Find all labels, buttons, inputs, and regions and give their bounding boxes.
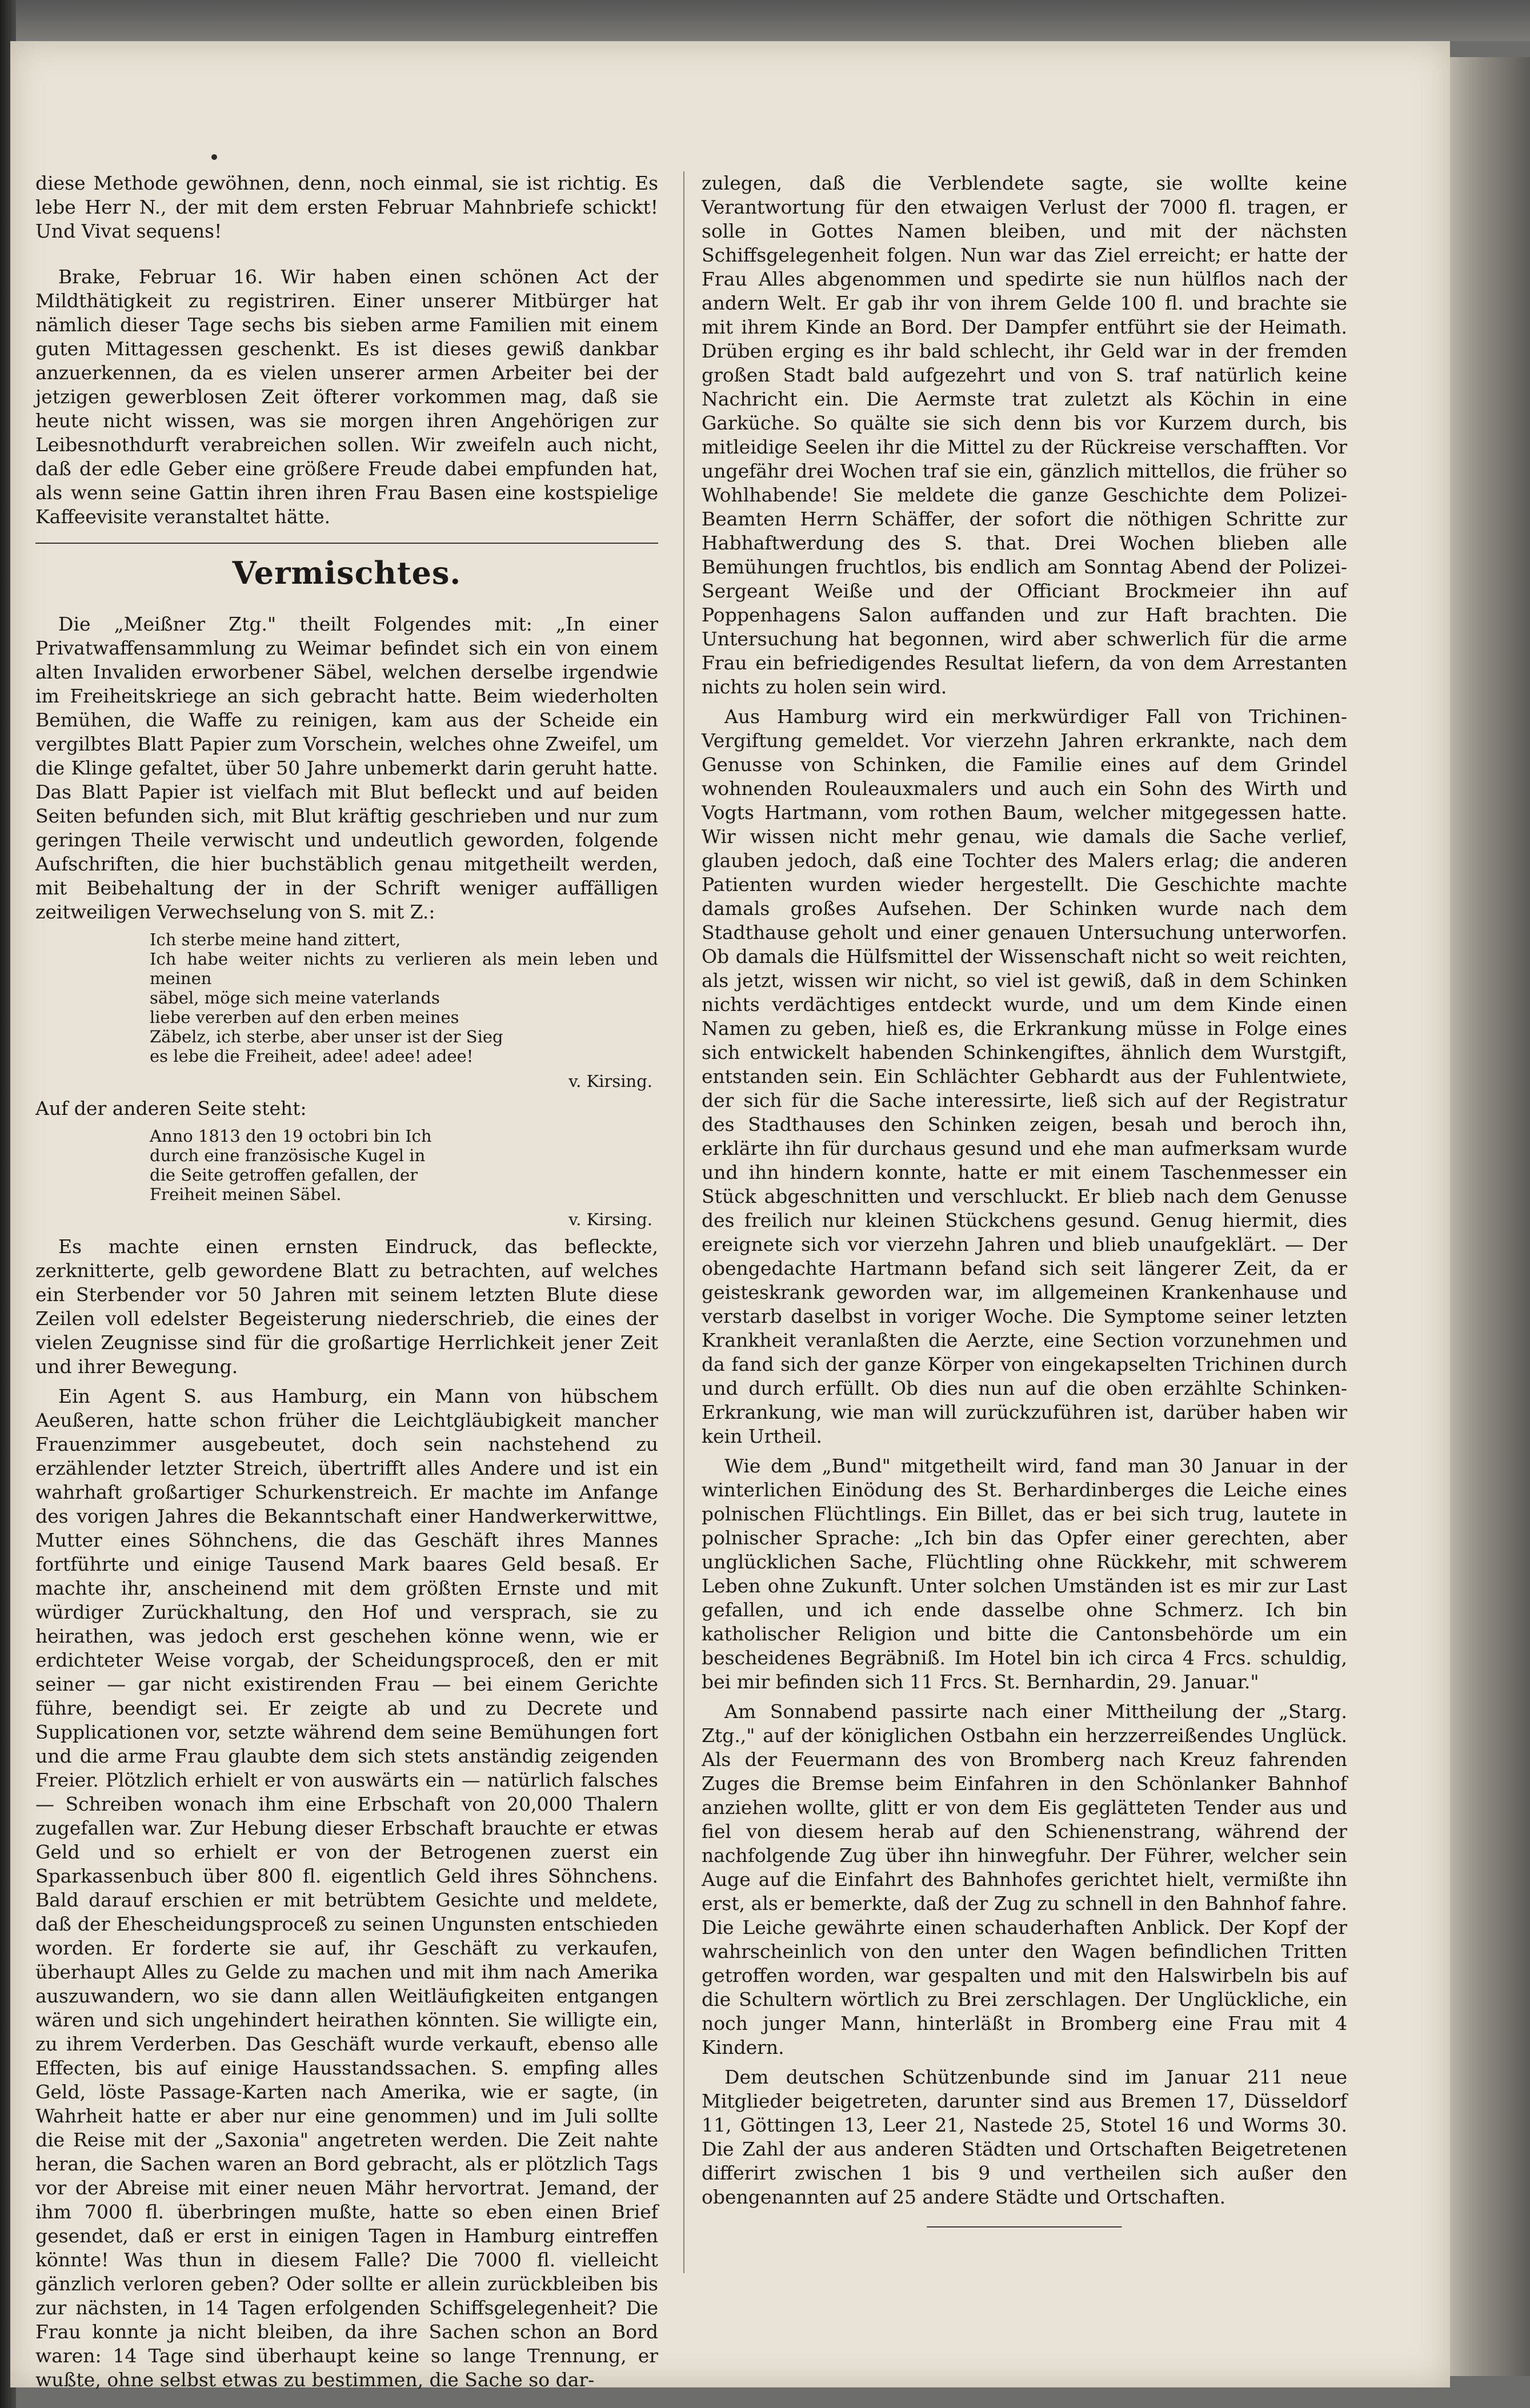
- poem-second-side: [150, 1126, 658, 1204]
- end-rule: [927, 2226, 1122, 2228]
- poem-line: liebe vererben auf den erben meines: [150, 1008, 459, 1027]
- schuetzen-paragraph: Dem deutschen Schützenbunde sind im Januar 211 neue Mitglieder beigetreten, darunter sind aus Bremen 17, Düsseldorf 11, Göttingen 13, Leer 21, Nastede 25, Stotel 16 und Worms 30. Die Zahl der aus anderen Städten und Ortschaften Beigetretenen differirt zwischen 1 bis 9 und vertheilen sich außer den obengenannten auf 25 andere Städte und Ortschaften.: [702, 2066, 1347, 2208]
- poem-line: durch eine französische Kugel in: [150, 1146, 426, 1165]
- poem-line: die Seite getroffen gefallen, der: [150, 1165, 418, 1185]
- poem-line: Ich habe weiter nichts zu verlieren als mein leben und meinen: [150, 949, 658, 988]
- poem-line: Ich sterbe meine hand zittert,: [150, 930, 401, 949]
- poem-line: Freiheit meinen Säbel.: [150, 1185, 342, 1204]
- scan-top-edge: [0, 0, 1530, 41]
- section-title: Vermischtes.: [232, 555, 462, 591]
- signature: v. Kirsing.: [568, 1071, 652, 1091]
- poem-line: Anno 1813 den 19 octobri bin Ich: [150, 1126, 432, 1146]
- poem-line: Zäbelz, ich sterbe, aber unser ist der Sieg: [150, 1027, 503, 1046]
- top-paragraph: diese Methode gewöhnen, denn, noch einmal, sie ist richtig. Es lebe Herr N., der mit dem ersten Februar Mahnbriefe schickt! Und Vivat sequens!: [35, 172, 658, 242]
- hamburg-paragraph: Aus Hamburg wird ein merkwürdiger Fall von Trichinen-Vergiftung gemeldet. Vor vierzehn Jahren erkrankte, nach dem Genusse von Schinken, die Familie eines auf dem Grindel wohnenden Rouleauxmalers und auch ein Sohn des Wirth und Vogts Hartmann, vom rothen Baum, welcher mitgegessen hatte. Wir wissen nicht mehr genau, wie damals die Sache verlief, glauben jedoch, daß eine Tochter des Malers erlag; die anderen Patienten wurden wieder hergestellt. Die Geschichte machte damals großes Aufsehen. Der Schinken wurde nach dem Stadthause geholt und einer genauen Untersuchung unterworfen. Ob damals die Hülfsmittel der Wissenschaft nicht so weit reichten, als jetzt, wissen wir nicht, so viel ist gewiß, daß in dem Schinken nichts verdächtiges entdeckt wurde, und um dem Kinde einen Namen zu geben, hieß es, die Erkrankung müsse in Folge eines sich entwickelt habenden Schinkengiftes, ähnlich dem Wurstgift, entstanden sein. Ein Schlächter Gebhardt aus der Fuhlentwiete, der sich für die Sache interessirte, ließ sich auf der Registratur des Stadthauses den Schinken zeigen, besah und beroch ihn, erklärte ihn für durchaus gesund und ehe man aufmerksam wurde und ihn hindern konnte, hatte er mit einem Taschenmesser ein Stück abgeschnitten und verschluckt. Er blieb nach dem Genusse des freilich nur kleinen Stückchens gesund. Genug hiermit, dies ereignete sich vor vierzehn Jahren und blieb unaufgeklärt. — Der obengedachte Hartmann befand sich seit längerer Zeit, da er geisteskrank geworden war, im allgemeinen Krankenhause und verstarb daselbst in voriger Woche. Die Symptome seiner letzten Krankheit veranlaßten die Aerzte, eine Section vorzunehmen und da fand sich der ganze Körper von eingekapselten Trichinen durch und durch erfüllt. Ob dies nun auf die oben erzählte Schinken-Erkrankung, wie man will zurückzuführen ist, darüber haben wir kein Urtheil.: [702, 705, 1347, 1447]
- right-column: [702, 171, 1347, 2245]
- left-column: [35, 171, 658, 2398]
- section-rule: [35, 543, 658, 544]
- signature: v. Kirsing.: [568, 1210, 652, 1229]
- continuation-paragraph: zulegen, daß die Verblendete sagte, sie wollte keine Verantwortung für den etwaigen Verlust der 7000 fl. tragen, er solle in Gottes Namen bleiben, und mit der nächsten Schiffsgelegenheit folgen. Nun war das Ziel erreicht; er hatte der Frau Alles abgenommen und spedirte sie nun hülflos nach der andern Welt. Er gab ihr von ihrem Gelde 100 fl. und brachte sie mit ihrem Kinde an Bord. Der Dampfer entführt sie der Heimath. Drüben erging es ihr bald schlecht, ihr Geld war in der fremden großen Stadt bald aufgezehrt und von S. traf natürlich keine Nachricht ein. Die Aermste trat zuletzt als Köchin in eine Garküche. So quälte sie sich denn bis vor Kurzem durch, bis mitleidige Seelen ihr die Mittel zu der Rückreise verschafften. Vor ungefähr drei Wochen traf sie ein, gänzlich mittellos, die früher so Wohlhabende! Sie meldete die ganze Geschichte dem Polizei-Beamten Herrn Schäffer, der sofort die nöthigen Schritte zur Habhaftwerdung des S. that. Drei Wochen blieben alle Bemühungen fruchtlos, bis endlich am Sonntag Abend der Polizei-Sergeant Weiße und der Officiant Brockmeier ihn auf Poppenhagens Salon auffanden und zur Haft brachten. Die Untersuchung hat begonnen, wird aber schwerlich für die arme Frau ein befriedigendes Resultat liefern, da von dem Arrestanten nichts zu holen sein wird.: [702, 172, 1347, 698]
- agent-paragraph: Ein Agent S. aus Hamburg, ein Mann von hübschem Aeußeren, hatte schon früher die Leichtgläubigkeit mancher Frauenzimmer ausgebeutet, doch sein nachstehend zu erzählender letzter Streich, übertrifft alles Andere und ist ein wahrhaft großartiger Schurkenstreich. Er machte im Anfange des vorigen Jahres die Bekanntschaft einer Handwerkerwittwe, Mutter eines Söhnchens, die das Geschäft ihres Mannes fortführte und einige Tausend Mark baares Geld besaß. Er machte ihr, anscheinend mit dem größten Ernste und mit würdiger Zurückhaltung, den Hof und versprach, sie zu heirathen, was jedoch erst geschehen könne wenn, wie er erdichteter Weise vorgab, der Scheidungsproceß, den er mit seiner — gar nicht existirenden Frau — bei einem Gerichte führe, beendigt sei. Er zeigte ab und zu Decrete und Supplicationen vor, setzte während dem seine Bemühungen fort und die arme Frau glaubte dem sich stets anständig zeigenden Freier. Plötzlich erhielt er von auswärts ein — natürlich falsches — Schreiben wonach ihm eine Erbschaft von 20,000 Thalern zugefallen war. Zur Hebung dieser Erbschaft brauchte er etwas Geld und so erhielt er von der Betrogenen zuerst ein Sparkassenbuch über 800 fl. eigentlich Geld ihres Söhnchens. Bald darauf erschien er mit betrübtem Gesichte und meldete, daß der Ehescheidungsproceß zu seinen Ungunsten entschieden worden. Er forderte sie auf, ihr Geschäft zu verkaufen, überhaupt Alles zu Gelde zu machen und mit ihm nach Amerika auszuwandern, wo sie dann allen Weitläufigkeiten entgangen wären und sich ungehindert heirathen könnten. Sie willigte ein, zu ihrem Verderben. Das Geschäft wurde verkauft, ebenso alle Effecten, bis auf einige Hausstandssachen. S. empfing alles Geld, löste Passage-Karten nach Amerika, wie er sagte, (in Wahrheit hatte er aber nur eine genommen) und im Juli sollte die Reise mit der „Saxonia" angetreten werden. Die Zeit nahte heran, die Sachen waren an Bord gebracht, als er plötzlich Tags vor der Abreise mit einer neuen Mähr hervortrat. Jemand, der ihm 7000 fl. überbringen mußte, hatte so eben einen Brief gesendet, daß er erst in einigen Tagen in Hamburg eintreffen könnte! Was thun in diesem Falle? Die 7000 fl. vielleicht gänzlich verloren geben? Oder sollte er allein zurückbleiben bis zur nächsten, in 14 Tagen erfolgenden Schiffsgelegenheit? Die Frau konnte ja nicht bleiben, da ihre Sachen schon an Bord waren: 14 Tage sind überhaupt keine so lange Trennung, er wußte, ohne selbst etwas zu bestimmen, die Sache so dar-: [35, 1385, 658, 2391]
- ink-spot: [211, 154, 217, 160]
- bund-paragraph: Wie dem „Bund" mitgetheilt wird, fand man 30 Januar in der winterlichen Einödung des St. Berhardinberges die Leiche eines polnischen Flüchtlings. Ein Billet, das er bei sich trug, lautete in polnischer Sprache: „Ich bin das Opfer einer gerechten, aber unglücklichen Sache, Flüchtling ohne Rückkehr, mit schwerem Leben ohne Zukunft. Unter solchen Umständen ist es mir zur Last gefallen, und ich ende dasselbe ohne Schmerz. Ich bin katholischer Religion und bitte die Cantonsbehörde um ein bescheidenes Begräbniß. Im Hotel bin ich circa 4 Frcs. schuldig, bei mir befinden sich 11 Frcs. St. Bernhardin, 29. Januar.": [702, 1455, 1347, 1693]
- column-divider: [683, 171, 684, 2273]
- other-side-label: Auf der anderen Seite steht:: [35, 1097, 307, 1119]
- meissner-paragraph: Die „Meißner Ztg." theilt Folgendes mit: „In einer Privatwaffensammlung zu Weimar befindet sich ein von einem alten Invaliden erworbener Säbel, welchen derselbe irgendwie im Freiheitskriege an sich gebracht hatte. Beim wiederholten Bemühen, die Waffe zu reinigen, kam aus der Scheide ein vergilbtes Blatt Papier zum Vorschein, welches ohne Zweifel, um die Klinge gefaltet, über 50 Jahre unbemerkt darin geruht hatte. Das Blatt Papier ist vielfach mit Blut befleckt und auf beiden Seiten befunden sich, mit Blut kräftig geschrieben und nur zum geringen Theile verwischt und undeutlich geworden, folgende Aufschriften, die hier buchstäblich genau mitgetheilt werden, mit Beibehaltung der in der Schrift weniger auffälligen zeitweiligen Verwechselung von S. mit Z.:: [35, 613, 658, 923]
- page-edge-shadow: [1450, 57, 1530, 2376]
- brake-paragraph: Brake, Februar 16. Wir haben einen schönen Act der Mildthätigkeit zu registriren. Einer unserer Mitbürger hat nämlich dieser Tage sechs bis sieben arme Familien mit einem guten Mittagessen geschenkt. Es ist dieses gewiß dankbar anzuerkennen, da es vielen unserer armen Arbeiter bei der jetzigen gewerblosen Zeit öfterer vorkommen mag, daß sie heute nicht wissen, was sie morgen ihren Angehörigen zur Leibesnothdurft verabreichen sollen. Wir zweifeln auch nicht, daß der edle Geber eine größere Freude dabei empfunden hat, als wenn seine Gattin ihren ihren Frau Basen eine kostspielige Kaffeevisite veranstaltet hätte.: [35, 266, 658, 528]
- sonnabend-paragraph: Am Sonnabend passirte nach einer Mittheilung der „Starg. Ztg.," auf der königlichen Ostbahn ein herzzerreißendes Unglück. Als der Feuermann des von Bromberg nach Kreuz fahrenden Zuges die Bremse beim Einfahren in den Schönlanker Bahnhof anziehen wollte, glitt er von dem Eis geglätteten Tender aus und fiel von diesem herab auf den Schienenstrang, während der nachfolgende Zug über ihn hinwegfuhr. Der Führer, welcher sein Auge auf die Einfahrt des Bahnhofes gerichtet hielt, vermißte ihn erst, als er bemerkte, daß der Zug zu schnell in den Bahnhof fahre. Die Leiche gewährte einen schauderhaften Anblick. Der Kopf der wahrscheinlich von den unter den Wagen befindlichen Tritten getroffen worden, war gespalten und mit den Halswirbeln bis auf die Schultern wörtlich zu Brei zerschlagen. Der Unglückliche, ein noch junger Mann, hinterläßt in Bromberg eine Frau mit 4 Kindern.: [702, 1700, 1347, 2058]
- poem-line: säbel, möge sich meine vaterlands: [150, 988, 440, 1008]
- impression-paragraph: Es machte einen ernsten Eindruck, das befleckte, zerknitterte, gelb gewordene Blatt zu betrachten, auf welches ein Sterbender vor 50 Jahren mit seinem letzten Blute diese Zeilen voll edelster Begeisterung niederschrieb, die eines der vielen Zeugnisse sind für die großartige Herrlichkeit jener Zeit und ihrer Bewegung.: [35, 1235, 658, 1378]
- poem-first-side: [150, 930, 658, 1066]
- poem-line: es lebe die Freiheit, adee! adee! adee!: [150, 1046, 474, 1066]
